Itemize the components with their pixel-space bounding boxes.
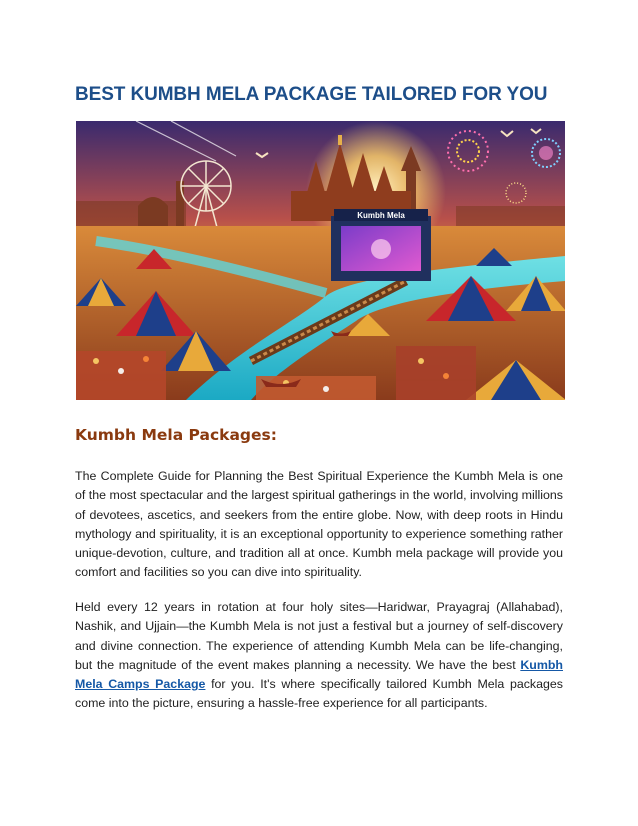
stage-sign: Kumbh Mela [357,211,405,220]
page-title: BEST KUMBH MELA PACKAGE TAILORED FOR YOU [75,84,548,105]
stage [331,209,431,281]
hero-image [76,121,565,400]
kumbh-mela-illustration [76,121,565,400]
paragraph-text-before-link: Held every 12 years in rotation at four holy sites—Haridwar, Prayagraj (Allahabad), Nashik, and Ujjain—the Kumbh Mela is not just a festival but a journey of self-discovery and divine connection. The experience of attending Kumbh Mela can be life-changing, but the magnitude of the event makes planning a necessity. We have the best [75,600,563,672]
history-paragraph [75,598,563,714]
kumbh-mela-camps-package-link[interactable]: Kumbh Mela Camps Package [75,657,563,692]
intro-paragraph: The Complete Guide for Planning the Best Spiritual Experience the Kumbh Mela is one of the most spectacular and the largest spiritual gatherings in the world, involving millions of devotees, ascetics, and seekers from the entire globe. Now, with deep roots in Hindu mythology and spirituality, it is an exceptional opportunity to experience something rather unique-devotion, culture, and tradition all at once. Kumbh mela package will provide you comfort and facilities so you can dive into spirituality. [75,469,563,580]
section-heading: Kumbh Mela Packages: [75,426,277,444]
paragraph-text-after-link: for you. It's where specifically tailored Kumbh Mela packages come into the picture, ensuring a hassle-free experience for all participants. [75,677,563,711]
